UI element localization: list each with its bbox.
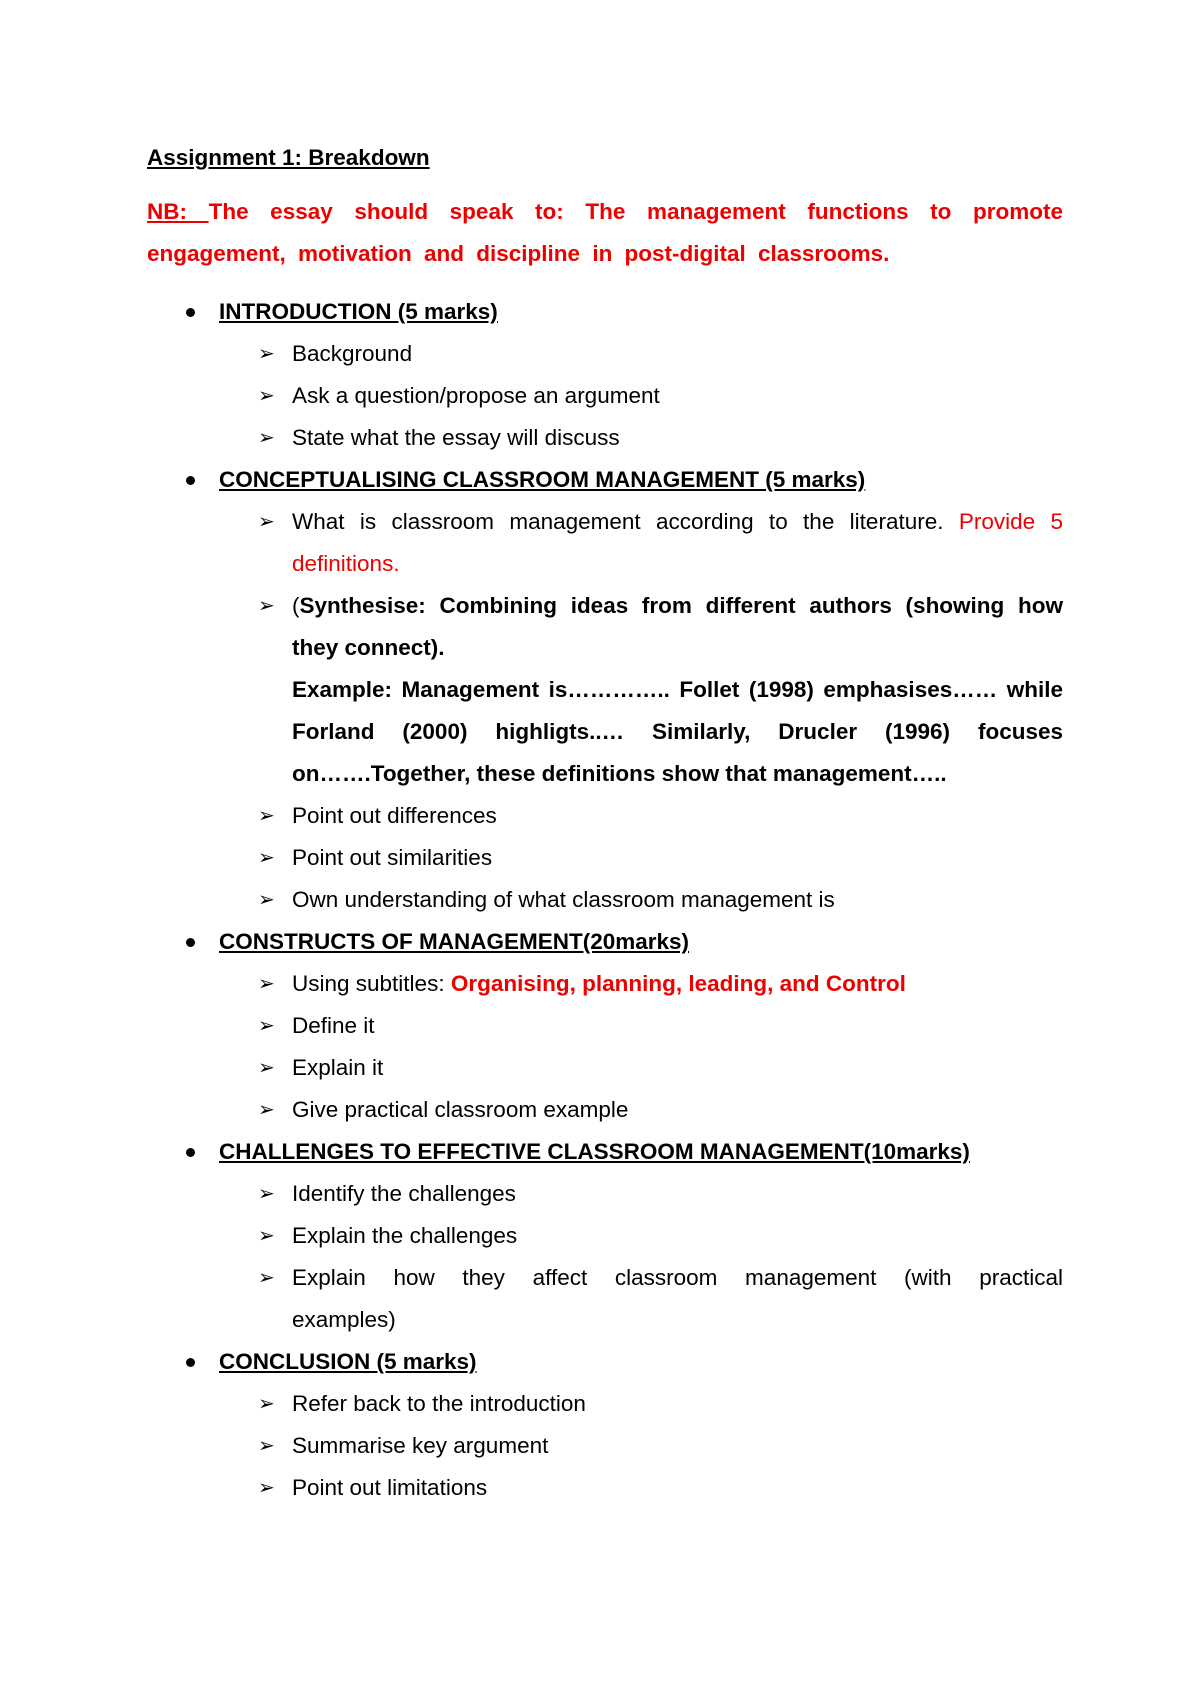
subtitles-note: Organising, planning, leading, and Control [450,971,906,996]
list-item: ➢ Explain it [147,1047,1063,1089]
section-conclusion [147,1341,1063,1509]
arrow-bullet-icon: ➢ [258,595,275,617]
nb-text: The essay should speak to: The management functions to promote engagement, motivation and discipline in post-digital classrooms. [147,199,1063,266]
arrow-bullet-icon: ➢ [258,1057,275,1079]
bullet-icon [186,1358,195,1367]
list-item: ➢ Background [147,333,1063,375]
nb-label: NB: [147,199,209,224]
example-text: Example: Management is………….. Follet (1998) emphasises…… while Forland (2000) highligts..… Similarly, Drucler (1996) focuses on…….Together, these definitions show that management….. [292,677,1063,786]
section-heading: CHALLENGES TO EFFECTIVE CLASSROOM MANAGEMENT(10marks) [147,1131,1063,1173]
bullet-icon [186,308,195,317]
document-title: Assignment 1: Breakdown [147,145,430,170]
list-item: ➢ (Synthesise: Combining ideas from different authors (showing how they connect). [147,585,1063,669]
definitions-note: Provide 5 definitions. [292,509,1063,576]
list-item: ➢ State what the essay will discuss [147,417,1063,459]
arrow-bullet-icon: ➢ [258,1267,275,1289]
arrow-bullet-icon: ➢ [258,427,275,449]
list-item: ➢ Ask a question/propose an argument [147,375,1063,417]
arrow-bullet-icon: ➢ [258,511,275,533]
bullet-icon [186,476,195,485]
bullet-icon [186,1148,195,1157]
bullet-icon [186,938,195,947]
arrow-bullet-icon: ➢ [258,1435,275,1457]
arrow-bullet-icon: ➢ [258,1183,275,1205]
arrow-bullet-icon: ➢ [258,1015,275,1037]
nb-note [147,191,1063,275]
synthesise-text: Synthesise: Combining ideas from different authors (showing how they connect). [292,593,1063,660]
arrow-bullet-icon: ➢ [258,1099,275,1121]
arrow-bullet-icon: ➢ [258,343,275,365]
list-item: ➢ Point out differences [147,795,1063,837]
section-conceptualising [147,459,1063,921]
list-item: ➢ Point out similarities [147,837,1063,879]
list-item: ➢ Summarise key argument [147,1425,1063,1467]
section-introduction [147,291,1063,459]
list-item: ➢ Using subtitles: Organising, planning, leading, and Control [147,963,1063,1005]
section-constructs [147,921,1063,1131]
section-challenges [147,1131,1063,1341]
list-item: ➢ Give practical classroom example [147,1089,1063,1131]
list-item: ➢ Explain the challenges [147,1215,1063,1257]
list-item: ➢ Identify the challenges [147,1173,1063,1215]
arrow-bullet-icon: ➢ [258,1477,275,1499]
arrow-bullet-icon: ➢ [258,973,275,995]
arrow-bullet-icon: ➢ [258,805,275,827]
list-item: ➢ Define it [147,1005,1063,1047]
list-item: ➢ Explain how they affect classroom management (with practical examples) [147,1257,1063,1341]
section-heading: CONCLUSION (5 marks) [147,1341,1063,1383]
arrow-bullet-icon: ➢ [258,1225,275,1247]
arrow-bullet-icon: ➢ [258,385,275,407]
section-heading: CONSTRUCTS OF MANAGEMENT(20marks) [147,921,1063,963]
arrow-bullet-icon: ➢ [258,889,275,911]
list-item: ➢ What is classroom management according to the literature. Provide 5 definitions. [147,501,1063,585]
section-heading: CONCEPTUALISING CLASSROOM MANAGEMENT (5 marks) [147,459,1063,501]
list-item: ➢ Point out limitations [147,1467,1063,1509]
arrow-bullet-icon: ➢ [258,1393,275,1415]
section-heading: INTRODUCTION (5 marks) [147,291,1063,333]
arrow-bullet-icon: ➢ [258,847,275,869]
list-item: ➢ Refer back to the introduction [147,1383,1063,1425]
document-page [147,143,1063,1509]
list-item: ➢ Own understanding of what classroom management is [147,879,1063,921]
